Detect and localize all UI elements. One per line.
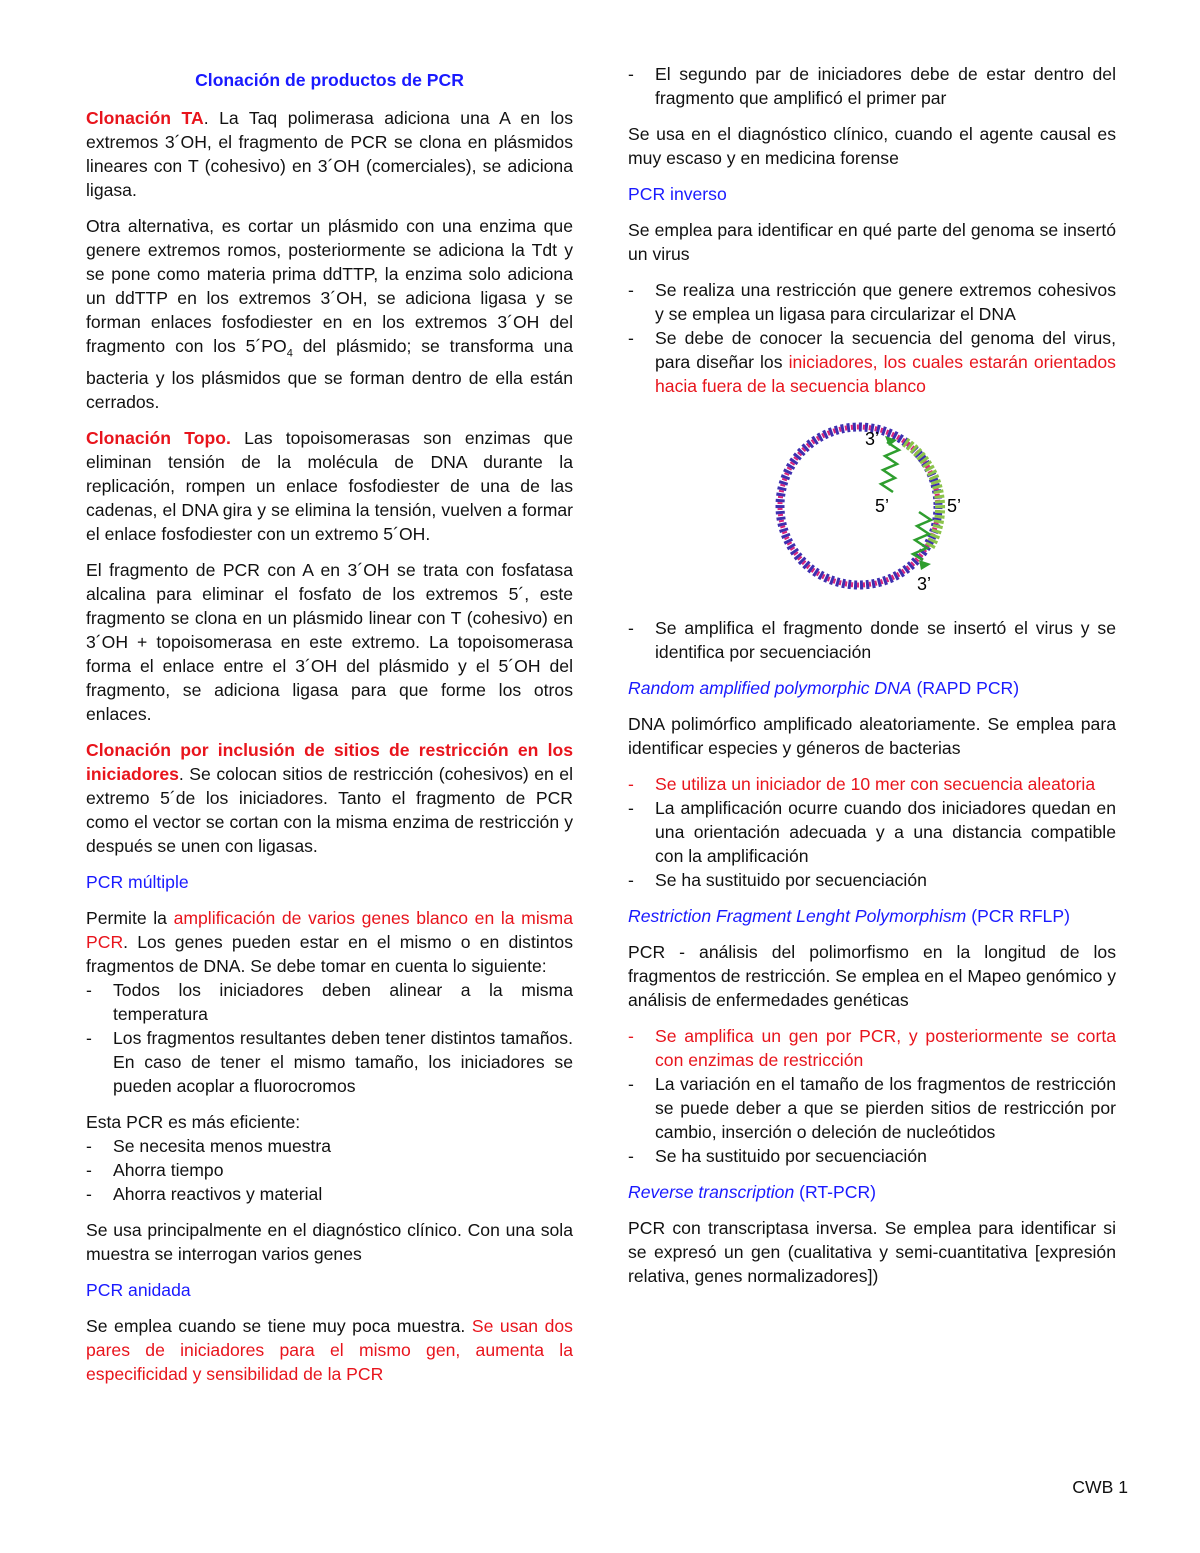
inverse-list-2 xyxy=(628,616,1116,664)
inverse-item2-pre: Se debe de conocer la secuencia del genoma del virus, para diseñar los xyxy=(655,328,1116,372)
left-column xyxy=(86,62,573,1398)
primer-upper xyxy=(881,442,899,492)
rflp-list xyxy=(628,1024,1116,1168)
nested-usage: Se usa en el diagnóstico clínico, cuando el agente causal es muy escaso y en medicina forense xyxy=(628,124,1116,168)
topo-label: Clonación Topo. xyxy=(86,427,231,448)
list-item: - Se necesita menos muestra xyxy=(86,1134,573,1158)
inverse-list xyxy=(628,278,1116,398)
list-item: - Ahorra reactivos y material xyxy=(86,1182,573,1206)
multiplex-list xyxy=(86,978,573,1098)
rapd-heading xyxy=(628,676,1116,700)
rapd-heading-rest: (RAPD PCR) xyxy=(911,678,1020,698)
list-item: - Se ha sustituido por secuenciación xyxy=(628,1144,1116,1168)
list-item: - Se amplifica el fragmento donde se insertó el virus y se identifica por secuenciación xyxy=(628,616,1116,664)
rflp-heading-rest: (PCR RFLP) xyxy=(966,906,1070,926)
page-title: Clonación de productos de PCR xyxy=(195,70,464,90)
inverse-item2-red: iniciadores, los cuales estarán orientados hacia fuera de la secuencia blanco xyxy=(655,352,1116,396)
list-item xyxy=(628,326,1116,398)
list-item: - Se realiza una restricción que genere extremos cohesivos y se emplea un ligasa para circularizar el DNA xyxy=(628,278,1116,326)
list-item: - La variación en el tamaño de los fragmentos de restricción se puede deber a que se pierden sitios de restricción por cambio, inserción o deleción de nucleótidos xyxy=(628,1072,1116,1144)
list-item: - Se utiliza un iniciador de 10 mer con secuencia aleatoria xyxy=(628,772,1116,796)
rflp-heading xyxy=(628,904,1116,928)
multiplex-pre: Permite la xyxy=(86,907,174,928)
rflp-paragraph: PCR - análisis del polimorfismo en la longitud de los fragmentos de restricción. Se emplea en el Mapeo genómico y análisis de enfermedades genéticas xyxy=(628,942,1116,1010)
nested-paragraph xyxy=(86,1314,573,1386)
list-item: - El segundo par de iniciadores debe de estar dentro del fragmento que amplificó el primer par xyxy=(628,62,1116,110)
rapd-paragraph: DNA polimórfico amplificado aleatoriamente. Se emplea para identificar especies y géneros de bacterias xyxy=(628,714,1116,758)
list-item: - Todos los iniciadores deben alinear a la misma temperatura xyxy=(86,978,573,1026)
inverse-paragraph: Se emplea para identificar en qué parte del genoma se insertó un virus xyxy=(628,220,1116,264)
label-top-3: 3’ xyxy=(865,429,880,449)
label-mid-5-right: 5’ xyxy=(947,496,962,516)
nested-red: Se usan dos pares de iniciadores para el mismo gen, aumenta la especificidad y sensibilidad de la PCR xyxy=(86,1315,573,1384)
restriction-label: Clonación por inclusión de sitios de restricción en los iniciadores xyxy=(86,739,573,784)
alt-text-2: del plásmido; se transforma una bacteria y los plásmidos que se forman dentro de ella están cerrados. xyxy=(86,336,573,412)
nested-pre: Se emplea cuando se tiene muy poca muestra. xyxy=(86,1315,472,1336)
rapd-heading-italic: Random amplified polymorphic DNA xyxy=(628,678,912,698)
rflp-heading-italic: Restriction Fragment Lenght Polymorphism xyxy=(628,906,967,926)
ta-label: Clonación TA xyxy=(86,108,204,128)
topo-paragraph xyxy=(86,426,573,546)
list-item: - Se amplifica un gen por PCR, y posteriormente se corta con enzimas de restricción xyxy=(628,1024,1116,1072)
rt-heading xyxy=(628,1180,1116,1204)
restriction-paragraph xyxy=(86,738,573,858)
rt-heading-italic: Reverse transcription xyxy=(628,1182,795,1202)
multiplex-paragraph xyxy=(86,906,573,978)
restriction-text: . Se colocan sitios de restricción (cohesivos) en el extremo 5´de los iniciadores. Tanto el fragmento de PCR como el vector se cortan con la misma enzima de restricción y después se unen con ligasas. xyxy=(86,763,573,856)
alternative-paragraph xyxy=(86,214,573,414)
nested-heading: PCR anidada xyxy=(86,1279,191,1300)
plasmid-figure xyxy=(747,400,997,610)
efficient-intro: Esta PCR es más eficiente: xyxy=(86,1111,301,1132)
rapd-list xyxy=(628,772,1116,892)
usage-paragraph: Se usa principalmente en el diagnóstico clínico. Con una sola muestra se interrogan varios genes xyxy=(86,1219,573,1264)
ta-paragraph xyxy=(86,106,573,202)
multiplex-red: amplificación de varios genes blanco en la misma PCR xyxy=(86,907,573,952)
rt-paragraph: PCR con transcriptasa inversa. Se emplea para identificar si se expresó un gen (cualitativa y semi-cuantitativa [expresión relativa, genes normalizadores]) xyxy=(628,1218,1116,1286)
inverse-heading: PCR inverso xyxy=(628,184,727,204)
right-column xyxy=(628,62,1116,1300)
topo-text: Las topoisomerasas son enzimas que eliminan tensión de la molécula de DNA durante la replicación, rompen un enlace fosfodiester de una de las cadenas, el DNA gira y se elimina la tensión, vuelven a formar el enlace fosfodiester con un extremo 5´OH. xyxy=(86,427,573,544)
label-bottom-3: 3’ xyxy=(917,574,932,594)
list-item: - Los fragmentos resultantes deben tener distintos tamaños. En caso de tener el mismo tamaño, los iniciadores se pueden acoplar a fluorocromos xyxy=(86,1026,573,1098)
multiplex-heading: PCR múltiple xyxy=(86,871,189,892)
multiplex-post: . Los genes pueden estar en el mismo o en distintos fragmentos de DNA. Se debe tomar en cuenta lo siguiente: xyxy=(86,931,573,976)
alt-text-1: Otra alternativa, es cortar un plásmido con una enzima que genere extremos romos, posteriormente se adiciona la Tdt y se pone como materia prima ddTTP, la enzima solo adiciona un ddTTP en los extremos 3´OH, se adiciona ligasa y se forman enlaces fosfodiester en en los extremos 3´OH del fragmento con los 5´PO xyxy=(86,216,573,356)
list-item: - Ahorra tiempo xyxy=(86,1158,573,1182)
label-mid-5-left: 5’ xyxy=(875,496,890,516)
nested-list xyxy=(628,62,1116,110)
rt-heading-rest: (RT-PCR) xyxy=(794,1182,877,1202)
efficient-list xyxy=(86,1134,573,1206)
fragment-paragraph: El fragmento de PCR con A en 3´OH se trata con fosfatasa alcalina para eliminar el fosfato de los extremos 5´, este fragmento se clona en un plásmido linear con T (cohesivo) en 3´OH + topoisomerasa en este extremo. La topoisomerasa forma el enlace entre el 3´OH del plásmido y el 5´OH del fragmento, se adiciona ligasa para que forme los otros enlaces. xyxy=(86,559,573,724)
primer-lower-arrow xyxy=(919,560,931,570)
ta-text: . La Taq polimerasa adiciona una A en los extremos 3´OH, el fragmento de PCR se clona en plásmidos lineares con T (cohesivo) en 3´OH (comerciales), se adiciona ligasa. xyxy=(86,108,573,200)
list-item: - Se ha sustituido por secuenciación xyxy=(628,868,1116,892)
page-footer: CWB 1 xyxy=(1072,1477,1128,1497)
alt-subscript: 4 xyxy=(286,347,293,360)
list-item: - La amplificación ocurre cuando dos iniciadores quedan en una orientación adecuada y a una distancia compatible con la amplificación xyxy=(628,796,1116,868)
